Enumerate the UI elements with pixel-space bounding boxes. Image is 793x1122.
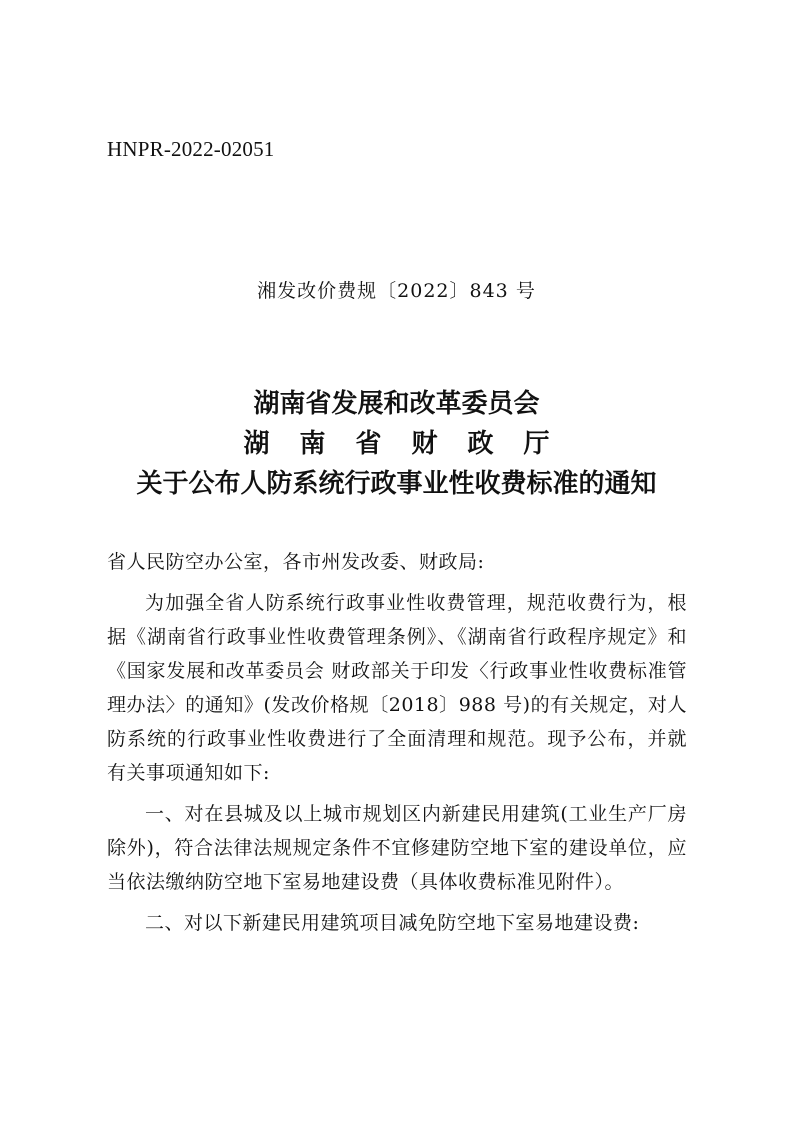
title-issuer-2: 湖南省财政厅	[243, 429, 580, 459]
paragraph-item-1: 一、对在县城及以上城市规划区内新建民用建筑(工业生产厂房除外)，符合法律法规规定条件不宜修建防空地下室的建设单位，应当依法缴纳防空地下室易地建设费（具体收费标准见附件）。	[107, 803, 687, 893]
paragraph-item-2: 二、对以下新建民用建筑项目减免防空地下室易地建设费:	[145, 912, 640, 934]
document-titles	[0, 384, 793, 504]
paragraph-intro: 为加强全省人防系统行政事业性收费管理，规范收费行为，根据《湖南省行政事业性收费管理条例》、《湖南省行政程序规定》和《国家发展和改革委员会 财政部关于印发〈行政事业性收费标准管理办法〉的通知》(发改价格规〔2018〕988 号)的有关规定，对人防系统的行政事业性收费进行了全面清理和规范。现予公布，并就有关事项通知如下:	[107, 592, 687, 784]
addressee: 省人民防空办公室，各市州发改委、财政局:	[107, 551, 485, 573]
document-code: HNPR-2022-02051	[107, 137, 275, 161]
document-body	[107, 545, 687, 947]
title-issuer-1: 湖南省发展和改革委员会	[253, 389, 540, 419]
title-subject: 关于公布人防系统行政事业性收费标准的通知	[136, 469, 657, 499]
document-number: 湘发改价费规〔2022〕843 号	[257, 280, 536, 302]
